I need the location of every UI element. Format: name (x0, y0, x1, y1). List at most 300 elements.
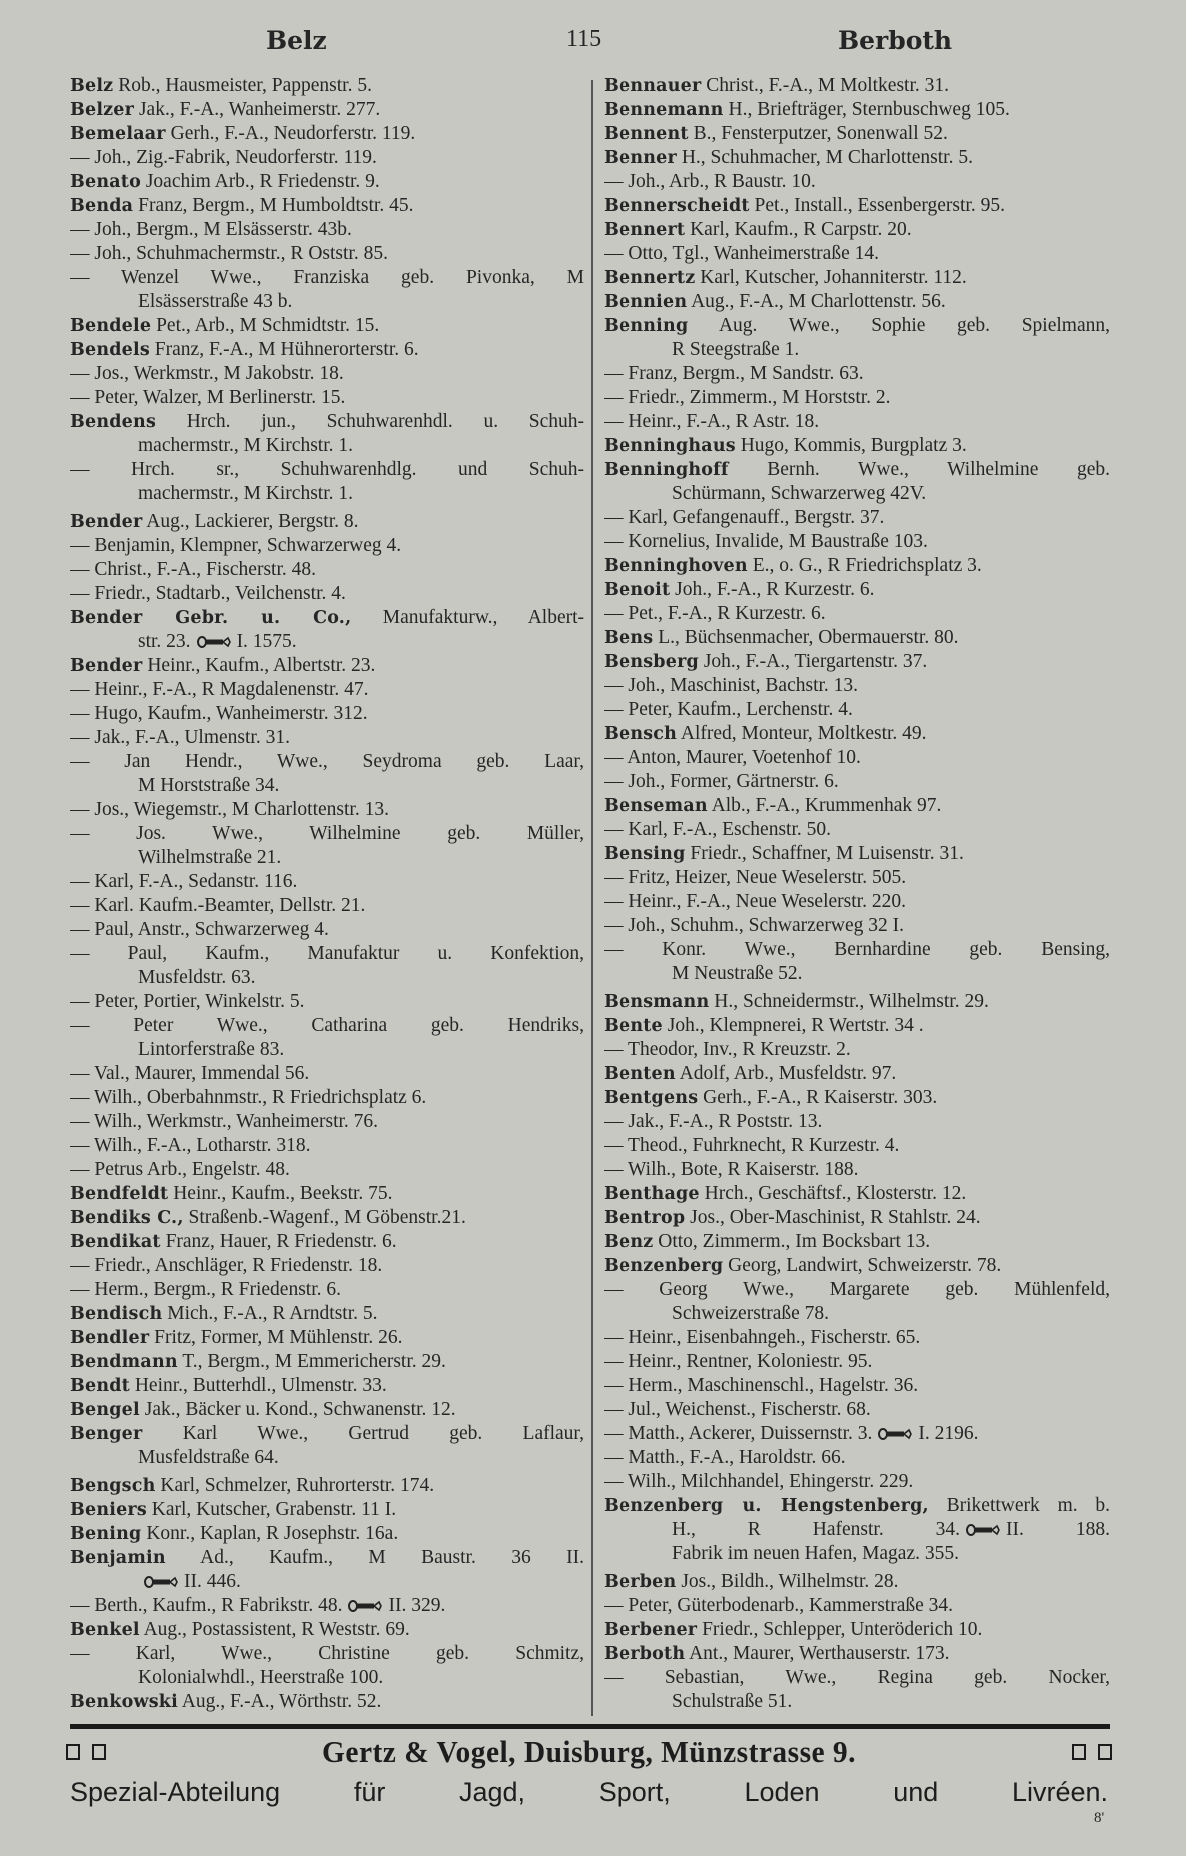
entry-text: Jos., Ober-Maschinist, R Stahlstr. 24. (690, 1207, 981, 1228)
entry-line (604, 1062, 1110, 1086)
entry-line (70, 1374, 584, 1398)
directory-entry (604, 1494, 1110, 1566)
directory-entry (604, 1038, 1110, 1062)
ditto-mark: — (604, 1471, 624, 1492)
entry-text: Peter, Walzer, M Berlinerstr. 15. (94, 387, 346, 408)
entry-line (604, 1422, 1110, 1446)
entry-line (70, 170, 584, 194)
entry-line (70, 266, 584, 290)
directory-entry (604, 938, 1110, 986)
entry-text: Hrch. jun., Schuhwarenhdl. u. Schuh- (186, 411, 584, 432)
ditto-mark: — (604, 243, 624, 264)
directory-entry (604, 602, 1110, 626)
directory-entry (604, 1350, 1110, 1374)
entry-text: Franz, Bergm., M Sandstr. 63. (628, 363, 864, 384)
entry-text: Theod., Fuhrknecht, R Kurzestr. 4. (628, 1135, 900, 1156)
entry-text: Karl. Kaufm.-Beamter, Dellstr. 21. (94, 895, 366, 916)
entry-line (604, 746, 1110, 770)
footer-rule (70, 1724, 1110, 1729)
entry-line (70, 1690, 584, 1714)
directory-entry (70, 1618, 584, 1642)
telephone-number: II. 446. (184, 1571, 241, 1592)
directory-entry (604, 890, 1110, 914)
entry-line (70, 1474, 584, 1498)
entry-text: Jan Hendr., Wwe., Seydroma geb. Laar, (124, 751, 584, 772)
entry-text: Wilh., F.-A., Lotharstr. 318. (94, 1135, 311, 1156)
entry-continuation-line (604, 1542, 1110, 1566)
entry-text: Karl, Gefangenauff., Bergstr. 37. (628, 507, 885, 528)
entry-line (70, 582, 584, 606)
ditto-mark: — (604, 603, 624, 624)
entry-text: Fritz, Heizer, Neue Weselerstr. 505. (628, 867, 907, 888)
directory-entry (604, 698, 1110, 722)
surname: Benninghaus (604, 436, 736, 456)
directory-entry (70, 894, 584, 918)
ditto-mark: — (70, 387, 90, 408)
telephone-number: I. 1575. (236, 631, 297, 652)
entry-line (604, 890, 1110, 914)
advertisement-headline-row (66, 1733, 1112, 1771)
ditto-mark: — (604, 1039, 624, 1060)
ditto-mark: — (604, 363, 624, 384)
entry-text: machermstr., M Kirchstr. 1. (138, 483, 354, 504)
entry-line (70, 98, 584, 122)
entry-text: Anton, Maurer, Voetenhof 10. (627, 747, 861, 768)
entry-text: Gerh., F.-A., R Kaiserstr. 303. (703, 1087, 938, 1108)
surname: Benkowski (70, 1692, 178, 1712)
entry-continuation-line (604, 1302, 1110, 1326)
ditto-mark: — (70, 147, 90, 168)
entry-line (70, 194, 584, 218)
entry-text: Jak., F.-A., Wanheimerstr. 277. (138, 99, 381, 120)
ditto-mark: — (70, 943, 90, 964)
entry-text: Pet., Install., Essenbergerstr. 95. (754, 195, 1005, 216)
surname: Bendels (70, 340, 150, 360)
ditto-mark: — (604, 1399, 624, 1420)
ditto-mark: — (70, 1135, 90, 1156)
surname: Benthage (604, 1184, 700, 1204)
surname: Bendmann (70, 1352, 178, 1372)
directory-entry (604, 1594, 1110, 1618)
entry-line (70, 1594, 584, 1618)
ditto-mark: — (604, 771, 624, 792)
entry-line (604, 362, 1110, 386)
surname: Benkel (70, 1620, 140, 1640)
directory-entry (604, 242, 1110, 266)
entry-text: Fabrik im neuen Hafen, Magaz. 355. (672, 1543, 959, 1564)
entry-continuation-line (604, 1690, 1110, 1714)
directory-entry (604, 122, 1110, 146)
directory-entry (604, 1446, 1110, 1470)
surname: Bennemann (604, 100, 724, 120)
ditto-mark: — (70, 1015, 90, 1036)
directory-entry (604, 770, 1110, 794)
entry-line (70, 942, 584, 966)
surname: Benda (70, 196, 134, 216)
entry-line (604, 74, 1110, 98)
entry-line (604, 1230, 1110, 1254)
entry-line (604, 626, 1110, 650)
directory-entry (70, 218, 584, 242)
entry-line (604, 146, 1110, 170)
entry-line (70, 1158, 584, 1182)
surname: Bens (604, 628, 654, 648)
entry-text: Karl, Schmelzer, Ruhrorterstr. 174. (160, 1475, 435, 1496)
entry-text: Lintorferstraße 83. (138, 1039, 285, 1060)
entry-line (604, 170, 1110, 194)
directory-entry (70, 582, 584, 606)
directory-entry (604, 1618, 1110, 1642)
entry-continuation-line (70, 966, 584, 990)
entry-text: Joh., Schuhm., Schwarzerweg 32 I. (628, 915, 905, 936)
surname: Bennert (604, 220, 686, 240)
entry-line (604, 1570, 1110, 1594)
entry-text: R Steegstraße 1. (672, 339, 800, 360)
surname: Bemelaar (70, 124, 166, 144)
entry-line (604, 794, 1110, 818)
entry-line (70, 1302, 584, 1326)
entry-text: Karl, Kutscher, Grabenstr. 11 I. (151, 1499, 397, 1520)
entry-line (70, 242, 584, 266)
directory-entry (70, 194, 584, 218)
entry-continuation-line (70, 1666, 584, 1690)
directory-entry (70, 750, 584, 798)
directory-entry (70, 1642, 584, 1690)
entry-continuation-line (70, 774, 584, 798)
entry-text: Otto, Zimmerm., Im Bocksbart 13. (658, 1231, 931, 1252)
ditto-mark: — (604, 699, 624, 720)
directory-entry (604, 1086, 1110, 1110)
entry-text: Benjamin, Klempner, Schwarzerweg 4. (94, 535, 402, 556)
entry-line (604, 1494, 1110, 1518)
entry-line (604, 290, 1110, 314)
telephone-number: II. 188. (1006, 1519, 1110, 1540)
entry-line (604, 410, 1110, 434)
entry-line (604, 938, 1110, 962)
entry-text: Karl, F.-A., Eschenstr. 50. (628, 819, 831, 840)
entry-text: Joh., Klempnerei, R Wertstr. 34 . (667, 1015, 924, 1036)
telephone-number: II. 329. (388, 1595, 446, 1616)
entry-line (604, 1182, 1110, 1206)
entry-line (70, 1110, 584, 1134)
entry-line (604, 650, 1110, 674)
surname: Bendler (70, 1328, 150, 1348)
entry-continuation-line (70, 1038, 584, 1062)
entry-text: M Neustraße 52. (672, 963, 803, 984)
directory-entry (604, 1206, 1110, 1230)
entry-line (604, 842, 1110, 866)
directory-entry (70, 1014, 584, 1062)
directory-entry (70, 870, 584, 894)
directory-entry (70, 242, 584, 266)
entry-line (604, 722, 1110, 746)
entry-text: Wilh., Bote, R Kaiserstr. 188. (628, 1159, 859, 1180)
entry-continuation-line (70, 846, 584, 870)
entry-text: Val., Maurer, Immendal 56. (94, 1063, 310, 1084)
ditto-mark: — (604, 1351, 624, 1372)
entry-text: Joh., F.-A., R Kurzestr. 6. (675, 579, 875, 600)
directory-entry (604, 722, 1110, 746)
surname: Bendele (70, 316, 152, 336)
surname: Berboth (604, 1644, 686, 1664)
entry-line (604, 1470, 1110, 1494)
ditto-mark: — (604, 1111, 624, 1132)
entry-line (70, 410, 584, 434)
entry-line (604, 266, 1110, 290)
directory-column-right (604, 74, 1110, 1714)
entry-line (604, 1398, 1110, 1422)
directory-entry (70, 654, 584, 678)
entry-line (604, 1350, 1110, 1374)
directory-entry (604, 362, 1110, 386)
directory-entry (604, 1422, 1110, 1446)
entry-line (604, 530, 1110, 554)
directory-entry (70, 1594, 584, 1618)
surname: Bensing (604, 844, 686, 864)
ditto-mark: — (70, 1279, 90, 1300)
directory-entry (604, 1278, 1110, 1326)
entry-line (70, 314, 584, 338)
entry-line (70, 1206, 584, 1230)
entry-text: Matth., F.-A., Haroldstr. 66. (628, 1447, 846, 1468)
entry-text: Heinr., Kaufm., Beekstr. 75. (173, 1183, 393, 1204)
directory-entry (604, 74, 1110, 98)
surname: Bendt (70, 1376, 130, 1396)
entry-text: Georg, Landwirt, Schweizerstr. 78. (728, 1255, 1002, 1276)
directory-entry (70, 362, 584, 386)
entry-text: Herm., Bergm., R Friedenstr. 6. (94, 1279, 341, 1300)
surname: Benzenberg u. Hengstenberg, (604, 1496, 929, 1516)
telephone-icon (144, 1571, 178, 1594)
ditto-mark: — (604, 1595, 624, 1616)
entry-line (604, 1110, 1110, 1134)
directory-entry (604, 650, 1110, 674)
ditto-mark: — (70, 823, 90, 844)
surname: Bensberg (604, 652, 699, 672)
directory-entry (70, 74, 584, 98)
directory-entry (70, 606, 584, 654)
ditto-mark: — (70, 583, 90, 604)
directory-entry (604, 626, 1110, 650)
directory-entry (70, 314, 584, 338)
entry-text: Christ., F.-A., M Moltkestr. 31. (706, 75, 950, 96)
entry-line (70, 990, 584, 1014)
entry-line (70, 1546, 584, 1570)
directory-entry (604, 434, 1110, 458)
entry-text: Hrch. sr., Schuhwarenhdlg. und Schuh- (131, 459, 584, 480)
ditto-mark: — (604, 819, 624, 840)
directory-entry (70, 1302, 584, 1326)
entry-text: Franz, Hauer, R Friedenstr. 6. (165, 1231, 397, 1252)
directory-entry (604, 818, 1110, 842)
directory-entry (604, 1398, 1110, 1422)
directory-entry (604, 98, 1110, 122)
entry-line (604, 1594, 1110, 1618)
running-head-last-entry: Berboth (838, 26, 953, 55)
directory-entry (604, 266, 1110, 290)
entry-text: Manufakturw., Albert- (382, 607, 584, 628)
entry-text: Aug., Lackierer, Bergstr. 8. (146, 511, 359, 532)
directory-entry (604, 578, 1110, 602)
telephone-icon (966, 1519, 1000, 1542)
entry-text: Joh., F.-A., Tiergartenstr. 37. (703, 651, 928, 672)
entry-line (604, 914, 1110, 938)
ditto-mark: — (604, 387, 624, 408)
surname: Bender (70, 512, 143, 532)
ditto-mark: — (604, 531, 624, 552)
directory-entry (604, 1666, 1110, 1714)
entry-text: Joh., Zig.-Fabrik, Neudorferstr. 119. (94, 147, 377, 168)
entry-text: Joh., Former, Gärtnerstr. 6. (628, 771, 839, 792)
directory-entry (70, 338, 584, 362)
entry-text: T., Bergm., M Emmericherstr. 29. (182, 1351, 446, 1372)
entry-text: Wilh., Werkmstr., Wanheimerstr. 76. (94, 1111, 379, 1132)
directory-entry (70, 1498, 584, 1522)
directory-entry (604, 1470, 1110, 1494)
directory-entry (70, 98, 584, 122)
entry-line (604, 674, 1110, 698)
directory-entry (70, 534, 584, 558)
ditto-mark: — (70, 919, 90, 940)
entry-line (604, 218, 1110, 242)
directory-entry (604, 506, 1110, 530)
entry-line (70, 1642, 584, 1666)
entry-text: Theodor, Inv., R Kreuzstr. 2. (628, 1039, 851, 1060)
directory-entry (604, 314, 1110, 362)
entry-line (604, 194, 1110, 218)
ditto-mark: — (70, 1159, 90, 1180)
surname: Bengsch (70, 1476, 156, 1496)
entry-text: Aug., F.-A., Wörthstr. 52. (181, 1691, 382, 1712)
entry-line (604, 990, 1110, 1014)
entry-line (70, 146, 584, 170)
entry-line (70, 458, 584, 482)
directory-entry (604, 794, 1110, 818)
entry-text: Friedr., Anschläger, R Friedenstr. 18. (94, 1255, 383, 1276)
entry-text: Paul, Anstr., Schwarzerweg 4. (94, 919, 329, 940)
advertisement-headline: Gertz & Vogel, Duisburg, Münzstrasse 9. (322, 1734, 856, 1769)
entry-line (70, 122, 584, 146)
directory-entry (604, 1642, 1110, 1666)
entry-text: L., Büchsenmacher, Obermauerstr. 80. (658, 627, 959, 648)
entry-line (604, 98, 1110, 122)
ditto-mark: — (70, 991, 90, 1012)
surname: Benning (604, 316, 689, 336)
entry-text: Friedr., Schlepper, Unteröderich 10. (702, 1619, 983, 1640)
directory-entry (604, 1182, 1110, 1206)
ditto-mark: — (70, 559, 90, 580)
entry-line (604, 1326, 1110, 1350)
entry-text: Peter, Güterbodenarb., Kammerstraße 34. (628, 1595, 954, 1616)
entry-text: Straßenb.-Wagenf., M Göbenstr.21. (188, 1207, 466, 1228)
entry-text: H., Schuhmacher, M Charlottenstr. 5. (681, 147, 973, 168)
surname: Bennertz (604, 268, 696, 288)
directory-entry (70, 1254, 584, 1278)
entry-line (604, 1374, 1110, 1398)
directory-entry (604, 1254, 1110, 1278)
entry-line (70, 606, 584, 630)
surname: Bentgens (604, 1088, 699, 1108)
entry-text: Friedr., Stadtarb., Veilchenstr. 4. (94, 583, 346, 604)
surname: Bendiks C., (70, 1208, 184, 1228)
ditto-mark: — (70, 703, 90, 724)
directory-entry (604, 554, 1110, 578)
directory-entry (70, 1278, 584, 1302)
entry-line (70, 1498, 584, 1522)
entry-continuation-line (70, 482, 584, 506)
directory-entry (604, 1374, 1110, 1398)
entry-line (604, 1134, 1110, 1158)
entry-text: Alb., F.-A., Krummenhak 97. (711, 795, 942, 816)
entry-text: Mich., F.-A., R Arndtstr. 5. (167, 1303, 378, 1324)
entry-line (70, 74, 584, 98)
surname: Belzer (70, 100, 135, 120)
entry-text: Aug., F.-A., M Charlottenstr. 56. (691, 291, 946, 312)
entry-line (70, 1014, 584, 1038)
entry-text: Wilhelmstraße 21. (138, 847, 282, 868)
entry-line (604, 1254, 1110, 1278)
entry-text: Peter Wwe., Catharina geb. Hendriks, (133, 1015, 584, 1036)
directory-entry (604, 530, 1110, 554)
entry-text: Sebastian, Wwe., Regina geb. Nocker, (664, 1667, 1110, 1688)
directory-entry (70, 1474, 584, 1498)
directory-entry (604, 866, 1110, 890)
directory-entry (70, 822, 584, 870)
directory-entry (70, 1062, 584, 1086)
entry-text: Herm., Maschinenschl., Hagelstr. 36. (628, 1375, 919, 1396)
entry-line (70, 702, 584, 726)
directory-entry (604, 842, 1110, 866)
directory-entry (70, 1158, 584, 1182)
directory-entry (70, 1134, 584, 1158)
directory-entry (70, 266, 584, 314)
ditto-mark: — (604, 891, 624, 912)
directory-entry (604, 746, 1110, 770)
ditto-mark: — (604, 1375, 624, 1396)
entry-line (70, 750, 584, 774)
surname: Bentrop (604, 1208, 686, 1228)
entry-text: H., R Hafenstr. 34. (672, 1519, 961, 1540)
entry-line (604, 1038, 1110, 1062)
ditto-mark: — (70, 727, 90, 748)
page-number: 115 (566, 26, 602, 52)
entry-line (70, 362, 584, 386)
entry-line (70, 1398, 584, 1422)
entry-text: Rob., Hausmeister, Pappenstr. 5. (118, 75, 372, 96)
directory-entry (70, 990, 584, 1014)
entry-line (70, 798, 584, 822)
directory-entry (604, 990, 1110, 1014)
telephone-icon (878, 1423, 912, 1446)
directory-entry (70, 1086, 584, 1110)
directory-entry (70, 702, 584, 726)
entry-text: Karl, Kutscher, Johanniterstr. 112. (700, 267, 967, 288)
entry-text: Berth., Kaufm., R Fabrikstr. 48. (94, 1595, 343, 1616)
directory-entry (604, 194, 1110, 218)
telephone-number: I. 2196. (918, 1423, 979, 1444)
entry-text: Jos. Wwe., Wilhelmine geb. Müller, (136, 823, 584, 844)
entry-continuation-line (604, 962, 1110, 986)
entry-text: machermstr., M Kirchstr. 1. (138, 435, 354, 456)
entry-text: Joachim Arb., R Friedenstr. 9. (145, 171, 380, 192)
entry-line (70, 678, 584, 702)
entry-line (70, 870, 584, 894)
directory-entry (70, 558, 584, 582)
entry-line (604, 818, 1110, 842)
entry-text: Pet., F.-A., R Kurzestr. 6. (628, 603, 826, 624)
directory-entry (70, 170, 584, 194)
surname: Belz (70, 76, 114, 96)
